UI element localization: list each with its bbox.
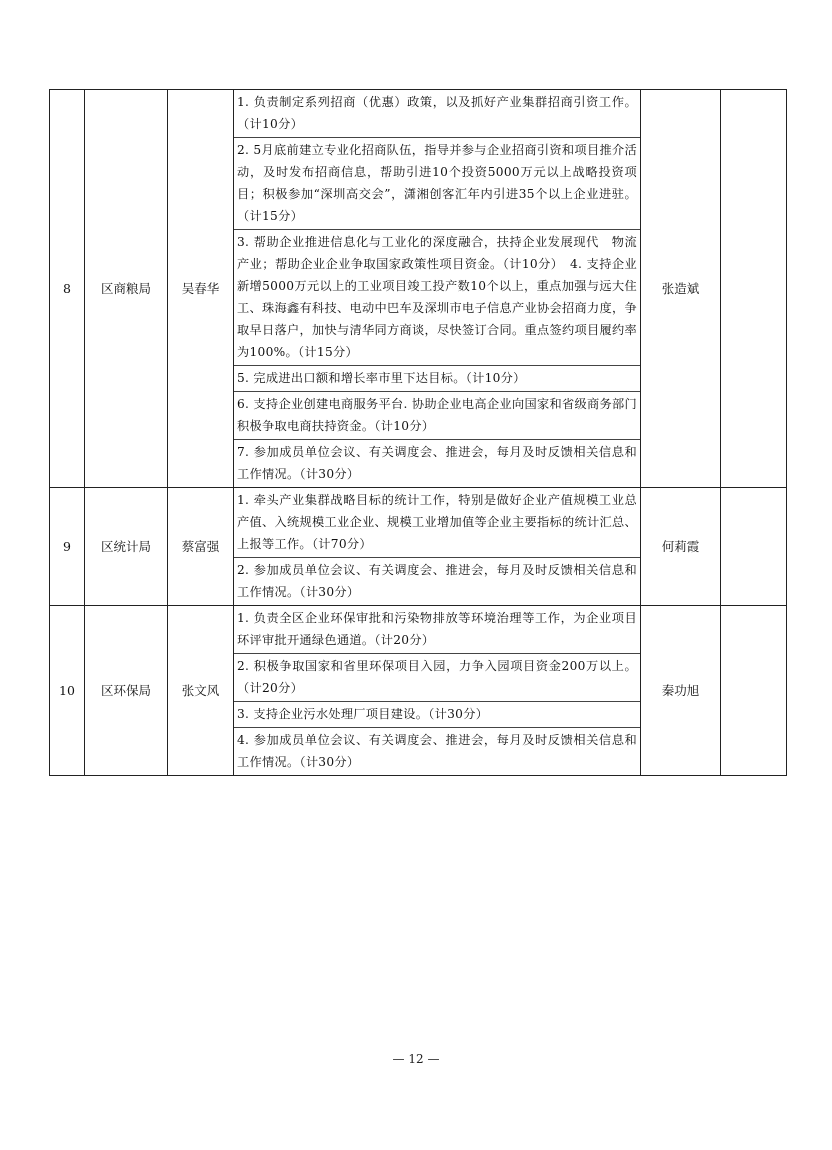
duty-item: 1. 负责全区企业环保审批和污染物排放等环境治理等工作，为企业项目环评审批开通绿色通道。（计20分） xyxy=(237,611,637,647)
page-number: — 12 — xyxy=(392,1052,440,1066)
duty-item: 5. 完成进出口额和增长率市里下达目标。（计10分） xyxy=(234,365,640,391)
remarks-cell xyxy=(721,606,787,776)
row-number: 8 xyxy=(50,90,85,488)
contact-cell: 张造斌 xyxy=(641,90,721,488)
duties-cell xyxy=(234,606,641,776)
duty-item: 1. 负责制定系列招商（优惠）政策，以及抓好产业集群招商引资工作。（计10分） xyxy=(237,95,637,131)
duty-item: 2. 5月底前建立专业化招商队伍，指导并参与企业招商引资和项目推介活动，及时发布招商信息，帮助引进10个投资5000万元以上战略投资项目；积极参加“深圳高交会”，潇湘创客汇年内引进35个以上企业进驻。（计15分） xyxy=(234,137,640,229)
remarks-cell xyxy=(721,488,787,606)
duty-item: 3. 支持企业污水处理厂项目建设。（计30分） xyxy=(234,701,640,727)
table-row xyxy=(50,606,787,776)
row-number: 9 xyxy=(50,488,85,606)
leader-cell: 蔡富强 xyxy=(168,488,234,606)
leader-cell: 吴春华 xyxy=(168,90,234,488)
responsibility-table xyxy=(49,89,787,776)
contact-cell: 何莉霞 xyxy=(641,488,721,606)
duty-item: 3. 帮助企业推进信息化与工业化的深度融合，扶持企业发展现代 物流产业；帮助企业企业争取国家政策性项目资金。（计10分） 4. 支持企业新增5000万元以上的工业项目竣工投产数10个以上，重点加强与远大住工、珠海鑫有科技、电动中巴车及深圳市电子信息产业协会招商力度，争取早日落户，加快与清华同方商谈，尽快签订合同。重点签约项目履约率为100%。（计15分） xyxy=(234,229,640,365)
duties-cell xyxy=(234,488,641,606)
duty-item: 7. 参加成员单位会议、有关调度会、推进会，每月及时反馈相关信息和工作情况。（计30分） xyxy=(234,439,640,487)
department-cell: 区环保局 xyxy=(85,606,168,776)
duty-item: 4. 参加成员单位会议、有关调度会、推进会，每月及时反馈相关信息和工作情况。（计30分） xyxy=(234,727,640,775)
table-row xyxy=(50,488,787,606)
department-cell: 区统计局 xyxy=(85,488,168,606)
duty-item: 1. 牵头产业集群战略目标的统计工作，特别是做好企业产值规模工业总产值、入统规模工业企业、规模工业增加值等企业主要指标的统计汇总、上报等工作。（计70分） xyxy=(237,493,637,551)
contact-cell: 秦功旭 xyxy=(641,606,721,776)
duty-item: 2. 参加成员单位会议、有关调度会、推进会，每月及时反馈相关信息和工作情况。（计30分） xyxy=(234,557,640,605)
department-cell: 区商粮局 xyxy=(85,90,168,488)
duties-cell xyxy=(234,90,641,488)
remarks-cell xyxy=(721,90,787,488)
table-row xyxy=(50,90,787,488)
row-number: 10 xyxy=(50,606,85,776)
leader-cell: 张文风 xyxy=(168,606,234,776)
duty-item: 6. 支持企业创建电商服务平台. 协助企业电高企业向国家和省级商务部门积极争取电商扶持资金。（计10分） xyxy=(234,391,640,439)
duty-item: 2. 积极争取国家和省里环保项目入园，力争入园项目资金200万以上。（计20分） xyxy=(234,653,640,701)
